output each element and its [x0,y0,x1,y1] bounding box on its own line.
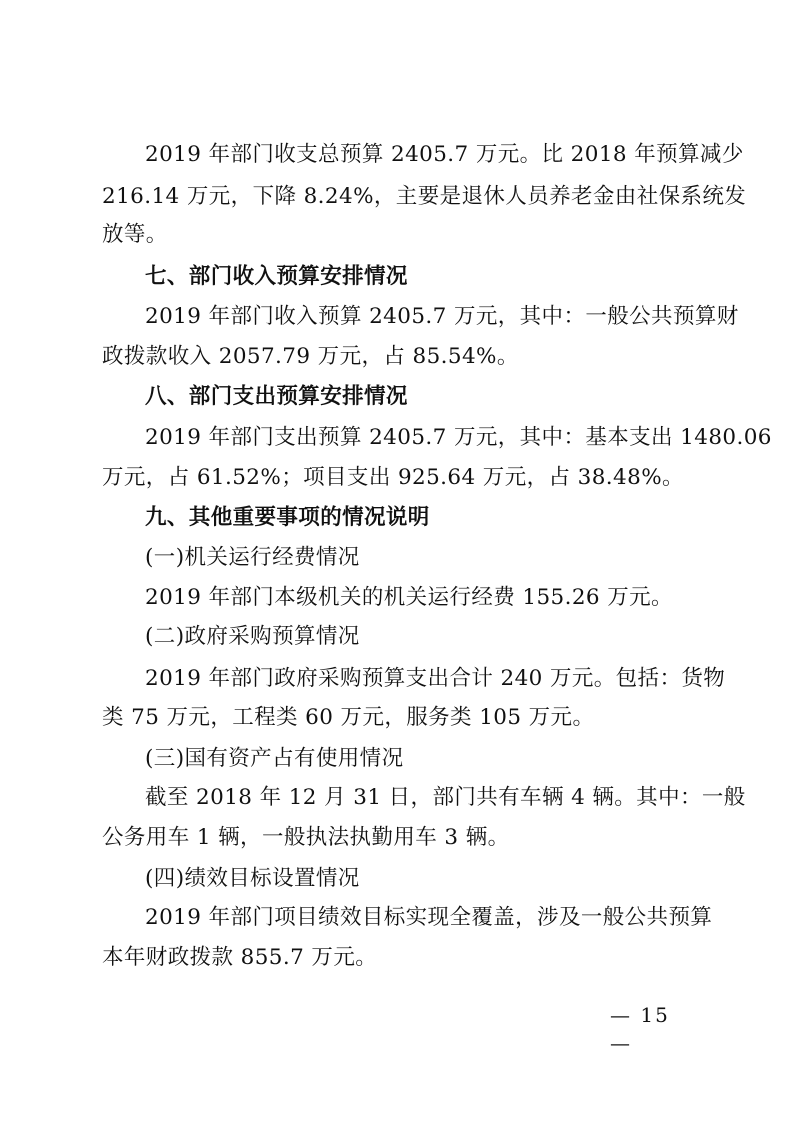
paragraph-line: 2019 年部门收入预算 2405.7 万元，其中：一般公共预算财 [145,304,739,329]
paragraph-line: 截至 2018 年 12 月 31 日，部门共有车辆 4 辆。其中：一般 [145,785,746,810]
subsection-heading-4: (四)绩效目标设置情况 [145,866,360,891]
section-heading-8: 八、部门支出预算安排情况 [145,384,408,409]
page-number: — 15 — [610,1003,670,1055]
paragraph-line: 政拨款收入 2057.79 万元，占 85.54%。 [102,344,519,369]
paragraph-line: 2019 年部门项目绩效目标实现全覆盖，涉及一般公共预算 [145,905,713,930]
paragraph-line: 2019 年部门本级机关的机关运行经费 155.26 万元。 [145,585,673,610]
subsection-heading-3: (三)国有资产占有使用情况 [145,746,404,771]
paragraph-line: 本年财政拨款 855.7 万元。 [102,945,378,970]
section-heading-9: 九、其他重要事项的情况说明 [145,505,430,530]
paragraph-line: 万元，占 61.52%；项目支出 925.64 万元，占 38.48%。 [102,465,684,490]
subsection-heading-2: (二)政府采购预算情况 [145,624,360,649]
paragraph-line: 216.14 万元，下降 8.24%，主要是退休人员养老金由社保系统发 [102,184,747,209]
paragraph-line: 放等。 [102,222,168,247]
paragraph-line: 2019 年部门政府采购预算支出合计 240 万元。包括：货物 [145,666,726,691]
paragraph-line: 类 75 万元，工程类 60 万元，服务类 105 万元。 [102,705,595,730]
section-heading-7: 七、部门收入预算安排情况 [145,264,408,289]
subsection-heading-1: (一)机关运行经费情况 [145,545,360,570]
paragraph-line: 2019 年部门收支总预算 2405.7 万元。比 2018 年预算减少 [145,142,744,167]
paragraph-line: 公务用车 1 辆，一般执法执勤用车 3 辆。 [102,825,510,850]
paragraph-line: 2019 年部门支出预算 2405.7 万元，其中：基本支出 1480.06 [145,425,772,450]
